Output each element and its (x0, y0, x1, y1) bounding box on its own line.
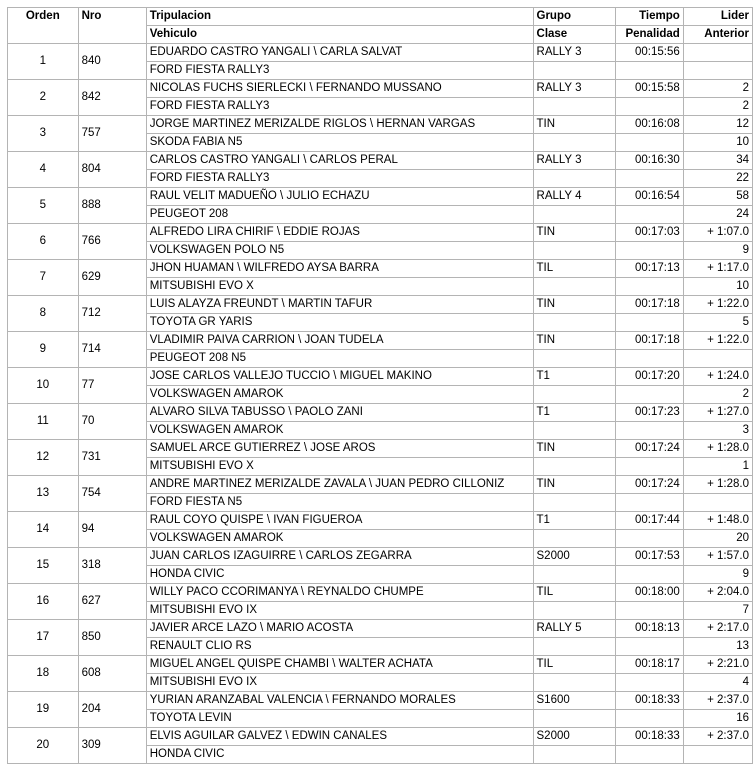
orden-cell: 18 (8, 656, 79, 692)
header-row (8, 8, 753, 26)
lider-cell: + 1:48.0 (683, 512, 752, 530)
orden-cell: 3 (8, 116, 79, 152)
crew-cell: JHON HUAMAN \ WILFREDO AYSA BARRA (146, 260, 533, 278)
tiempo-cell: 00:17:20 (616, 368, 684, 386)
tiempo-cell: 00:15:58 (616, 80, 684, 98)
table-row (8, 584, 753, 602)
vehicle-cell: HONDA CIVIC (146, 566, 533, 584)
anterior-cell: 2 (683, 386, 752, 404)
grupo-cell: RALLY 3 (533, 152, 616, 170)
vehicle-cell: TOYOTA GR YARIS (146, 314, 533, 332)
header-row-secondary (8, 26, 753, 44)
penalidad-cell (616, 494, 684, 512)
penalidad-cell (616, 674, 684, 692)
lider-cell: + 2:17.0 (683, 620, 752, 638)
crew-cell: WILLY PACO CCORIMANYA \ REYNALDO CHUMPE (146, 584, 533, 602)
table-row (8, 368, 753, 386)
penalidad-cell (616, 278, 684, 296)
anterior-cell (683, 494, 752, 512)
vehicle-cell: VOLKSWAGEN POLO N5 (146, 242, 533, 260)
lider-cell: 34 (683, 152, 752, 170)
crew-cell: JORGE MARTINEZ MERIZALDE RIGLOS \ HERNAN VARGAS (146, 116, 533, 134)
nro-cell: 731 (78, 440, 146, 476)
orden-cell: 14 (8, 512, 79, 548)
results-table (7, 7, 753, 764)
lider-cell: + 1:28.0 (683, 476, 752, 494)
penalidad-cell (616, 458, 684, 476)
anterior-cell: 10 (683, 134, 752, 152)
table-row (8, 260, 753, 278)
table-row (8, 728, 753, 746)
anterior-cell: 20 (683, 530, 752, 548)
orden-cell: 15 (8, 548, 79, 584)
anterior-cell: 2 (683, 98, 752, 116)
penalidad-cell (616, 386, 684, 404)
vehicle-cell: VOLKSWAGEN AMAROK (146, 530, 533, 548)
penalidad-cell (616, 638, 684, 656)
lider-cell: + 1:22.0 (683, 296, 752, 314)
grupo-cell: TIN (533, 296, 616, 314)
grupo-cell: TIN (533, 440, 616, 458)
table-row (8, 476, 753, 494)
clase-cell (533, 530, 616, 548)
anterior-cell: 7 (683, 602, 752, 620)
grupo-cell: S2000 (533, 548, 616, 566)
grupo-cell: TIN (533, 116, 616, 134)
header-tripulacion: Tripulacion (146, 8, 533, 26)
vehicle-cell: MITSUBISHI EVO X (146, 278, 533, 296)
vehicle-cell: MITSUBISHI EVO X (146, 458, 533, 476)
crew-cell: LUIS ALAYZA FREUNDT \ MARTIN TAFUR (146, 296, 533, 314)
tiempo-cell: 00:17:24 (616, 440, 684, 458)
orden-cell: 10 (8, 368, 79, 404)
orden-cell: 9 (8, 332, 79, 368)
tiempo-cell: 00:17:44 (616, 512, 684, 530)
crew-cell: SAMUEL ARCE GUTIERREZ \ JOSE AROS (146, 440, 533, 458)
nro-cell: 608 (78, 656, 146, 692)
penalidad-cell (616, 242, 684, 260)
clase-cell (533, 278, 616, 296)
nro-cell: 757 (78, 116, 146, 152)
anterior-cell: 9 (683, 566, 752, 584)
table-row (8, 80, 753, 98)
clase-cell (533, 386, 616, 404)
tiempo-cell: 00:17:13 (616, 260, 684, 278)
header-lider: Lider (683, 8, 752, 26)
tiempo-cell: 00:16:54 (616, 188, 684, 206)
crew-cell: ELVIS AGUILAR GALVEZ \ EDWIN CANALES (146, 728, 533, 746)
penalidad-cell (616, 350, 684, 368)
clase-cell (533, 602, 616, 620)
clase-cell (533, 134, 616, 152)
tiempo-cell: 00:15:56 (616, 44, 684, 62)
grupo-cell: RALLY 3 (533, 44, 616, 62)
nro-cell: 754 (78, 476, 146, 512)
crew-cell: EDUARDO CASTRO YANGALI \ CARLA SALVAT (146, 44, 533, 62)
grupo-cell: RALLY 3 (533, 80, 616, 98)
table-row (8, 440, 753, 458)
grupo-cell: RALLY 4 (533, 188, 616, 206)
nro-cell: 70 (78, 404, 146, 440)
tiempo-cell: 00:18:17 (616, 656, 684, 674)
vehicle-cell: MITSUBISHI EVO IX (146, 674, 533, 692)
lider-cell: 58 (683, 188, 752, 206)
tiempo-cell: 00:17:24 (616, 476, 684, 494)
table-row (8, 512, 753, 530)
penalidad-cell (616, 134, 684, 152)
header-grupo: Grupo (533, 8, 616, 26)
table-row (8, 404, 753, 422)
anterior-cell: 16 (683, 710, 752, 728)
tiempo-cell: 00:18:33 (616, 692, 684, 710)
tiempo-cell: 00:17:18 (616, 332, 684, 350)
orden-cell: 12 (8, 440, 79, 476)
orden-cell: 7 (8, 260, 79, 296)
penalidad-cell (616, 602, 684, 620)
grupo-cell: T1 (533, 404, 616, 422)
lider-cell: + 1:17.0 (683, 260, 752, 278)
header-nro: Nro (78, 8, 146, 26)
crew-cell: VLADIMIR PAIVA CARRION \ JOAN TUDELA (146, 332, 533, 350)
header-nro-spacer (78, 26, 146, 44)
orden-cell: 11 (8, 404, 79, 440)
nro-cell: 712 (78, 296, 146, 332)
orden-cell: 2 (8, 80, 79, 116)
orden-cell: 19 (8, 692, 79, 728)
anterior-cell: 24 (683, 206, 752, 224)
crew-cell: JAVIER ARCE LAZO \ MARIO ACOSTA (146, 620, 533, 638)
table-row (8, 296, 753, 314)
header-orden: Orden (8, 8, 79, 26)
crew-cell: ANDRE MARTINEZ MERIZALDE ZAVALA \ JUAN PEDRO CILLONIZ (146, 476, 533, 494)
lider-cell: 12 (683, 116, 752, 134)
lider-cell: + 1:28.0 (683, 440, 752, 458)
crew-cell: CARLOS CASTRO YANGALI \ CARLOS PERAL (146, 152, 533, 170)
anterior-cell: 3 (683, 422, 752, 440)
clase-cell (533, 674, 616, 692)
nro-cell: 850 (78, 620, 146, 656)
anterior-cell: 5 (683, 314, 752, 332)
table-row (8, 620, 753, 638)
header-anterior: Anterior (683, 26, 752, 44)
crew-cell: NICOLAS FUCHS SIERLECKI \ FERNANDO MUSSANO (146, 80, 533, 98)
grupo-cell: TIN (533, 476, 616, 494)
anterior-cell: 22 (683, 170, 752, 188)
clase-cell (533, 98, 616, 116)
clase-cell (533, 746, 616, 764)
vehicle-cell: PEUGEOT 208 N5 (146, 350, 533, 368)
nro-cell: 309 (78, 728, 146, 764)
nro-cell: 77 (78, 368, 146, 404)
penalidad-cell (616, 62, 684, 80)
vehicle-cell: VOLKSWAGEN AMAROK (146, 422, 533, 440)
vehicle-cell: VOLKSWAGEN AMAROK (146, 386, 533, 404)
nro-cell: 766 (78, 224, 146, 260)
orden-cell: 13 (8, 476, 79, 512)
orden-cell: 1 (8, 44, 79, 80)
anterior-cell: 10 (683, 278, 752, 296)
tiempo-cell: 00:18:13 (616, 620, 684, 638)
orden-cell: 17 (8, 620, 79, 656)
lider-cell: + 1:07.0 (683, 224, 752, 242)
header-vehiculo: Vehiculo (146, 26, 533, 44)
anterior-cell: 9 (683, 242, 752, 260)
crew-cell: MIGUEL ANGEL QUISPE CHAMBI \ WALTER ACHATA (146, 656, 533, 674)
grupo-cell: S1600 (533, 692, 616, 710)
lider-cell: + 1:24.0 (683, 368, 752, 386)
vehicle-cell: SKODA FABIA N5 (146, 134, 533, 152)
tiempo-cell: 00:16:30 (616, 152, 684, 170)
grupo-cell: T1 (533, 368, 616, 386)
nro-cell: 842 (78, 80, 146, 116)
grupo-cell: S2000 (533, 728, 616, 746)
vehicle-cell: FORD FIESTA RALLY3 (146, 98, 533, 116)
lider-cell: + 2:37.0 (683, 692, 752, 710)
clase-cell (533, 242, 616, 260)
orden-cell: 4 (8, 152, 79, 188)
clase-cell (533, 494, 616, 512)
clase-cell (533, 350, 616, 368)
table-row (8, 116, 753, 134)
vehicle-cell: FORD FIESTA N5 (146, 494, 533, 512)
anterior-cell (683, 746, 752, 764)
grupo-cell: TIN (533, 332, 616, 350)
lider-cell: + 1:22.0 (683, 332, 752, 350)
crew-cell: YURIAN ARANZABAL VALENCIA \ FERNANDO MORALES (146, 692, 533, 710)
header-orden-spacer (8, 26, 79, 44)
grupo-cell: T1 (533, 512, 616, 530)
lider-cell: + 2:37.0 (683, 728, 752, 746)
crew-cell: RAUL VELIT MADUEÑO \ JULIO ECHAZU (146, 188, 533, 206)
orden-cell: 5 (8, 188, 79, 224)
clase-cell (533, 710, 616, 728)
nro-cell: 204 (78, 692, 146, 728)
orden-cell: 8 (8, 296, 79, 332)
table-row (8, 44, 753, 62)
grupo-cell: RALLY 5 (533, 620, 616, 638)
penalidad-cell (616, 206, 684, 224)
penalidad-cell (616, 314, 684, 332)
lider-cell: 2 (683, 80, 752, 98)
anterior-cell (683, 62, 752, 80)
vehicle-cell: TOYOTA LEVIN (146, 710, 533, 728)
lider-cell: + 2:04.0 (683, 584, 752, 602)
grupo-cell: TIN (533, 224, 616, 242)
penalidad-cell (616, 710, 684, 728)
orden-cell: 16 (8, 584, 79, 620)
clase-cell (533, 170, 616, 188)
nro-cell: 714 (78, 332, 146, 368)
vehicle-cell: HONDA CIVIC (146, 746, 533, 764)
nro-cell: 94 (78, 512, 146, 548)
nro-cell: 318 (78, 548, 146, 584)
tiempo-cell: 00:18:00 (616, 584, 684, 602)
anterior-cell: 13 (683, 638, 752, 656)
crew-cell: ALVARO SILVA TABUSSO \ PAOLO ZANI (146, 404, 533, 422)
table-row (8, 692, 753, 710)
nro-cell: 888 (78, 188, 146, 224)
table-row (8, 224, 753, 242)
grupo-cell: TIL (533, 260, 616, 278)
clase-cell (533, 458, 616, 476)
table-row (8, 548, 753, 566)
table-row (8, 152, 753, 170)
tiempo-cell: 00:17:03 (616, 224, 684, 242)
nro-cell: 804 (78, 152, 146, 188)
lider-cell: + 2:21.0 (683, 656, 752, 674)
anterior-cell (683, 350, 752, 368)
lider-cell: + 1:57.0 (683, 548, 752, 566)
clase-cell (533, 206, 616, 224)
table-row (8, 656, 753, 674)
tiempo-cell: 00:16:08 (616, 116, 684, 134)
lider-cell: + 1:27.0 (683, 404, 752, 422)
tiempo-cell: 00:17:18 (616, 296, 684, 314)
table-row (8, 332, 753, 350)
anterior-cell: 1 (683, 458, 752, 476)
tiempo-cell: 00:17:53 (616, 548, 684, 566)
crew-cell: JOSE CARLOS VALLEJO TUCCIO \ MIGUEL MAKINO (146, 368, 533, 386)
orden-cell: 20 (8, 728, 79, 764)
orden-cell: 6 (8, 224, 79, 260)
clase-cell (533, 314, 616, 332)
nro-cell: 840 (78, 44, 146, 80)
tiempo-cell: 00:17:23 (616, 404, 684, 422)
penalidad-cell (616, 422, 684, 440)
vehicle-cell: RENAULT CLIO RS (146, 638, 533, 656)
clase-cell (533, 422, 616, 440)
crew-cell: ALFREDO LIRA CHIRIF \ EDDIE ROJAS (146, 224, 533, 242)
penalidad-cell (616, 170, 684, 188)
grupo-cell: TIL (533, 656, 616, 674)
tiempo-cell: 00:18:33 (616, 728, 684, 746)
crew-cell: JUAN CARLOS IZAGUIRRE \ CARLOS ZEGARRA (146, 548, 533, 566)
anterior-cell: 4 (683, 674, 752, 692)
header-clase: Clase (533, 26, 616, 44)
vehicle-cell: FORD FIESTA RALLY3 (146, 170, 533, 188)
grupo-cell: TIL (533, 584, 616, 602)
lider-cell (683, 44, 752, 62)
clase-cell (533, 62, 616, 80)
nro-cell: 629 (78, 260, 146, 296)
table-row (8, 188, 753, 206)
vehicle-cell: FORD FIESTA RALLY3 (146, 62, 533, 80)
vehicle-cell: MITSUBISHI EVO IX (146, 602, 533, 620)
crew-cell: RAUL COYO QUISPE \ IVAN FIGUEROA (146, 512, 533, 530)
clase-cell (533, 638, 616, 656)
penalidad-cell (616, 530, 684, 548)
vehicle-cell: PEUGEOT 208 (146, 206, 533, 224)
penalidad-cell (616, 98, 684, 116)
nro-cell: 627 (78, 584, 146, 620)
clase-cell (533, 566, 616, 584)
header-tiempo: Tiempo (616, 8, 684, 26)
penalidad-cell (616, 746, 684, 764)
header-penalidad: Penalidad (616, 26, 684, 44)
penalidad-cell (616, 566, 684, 584)
